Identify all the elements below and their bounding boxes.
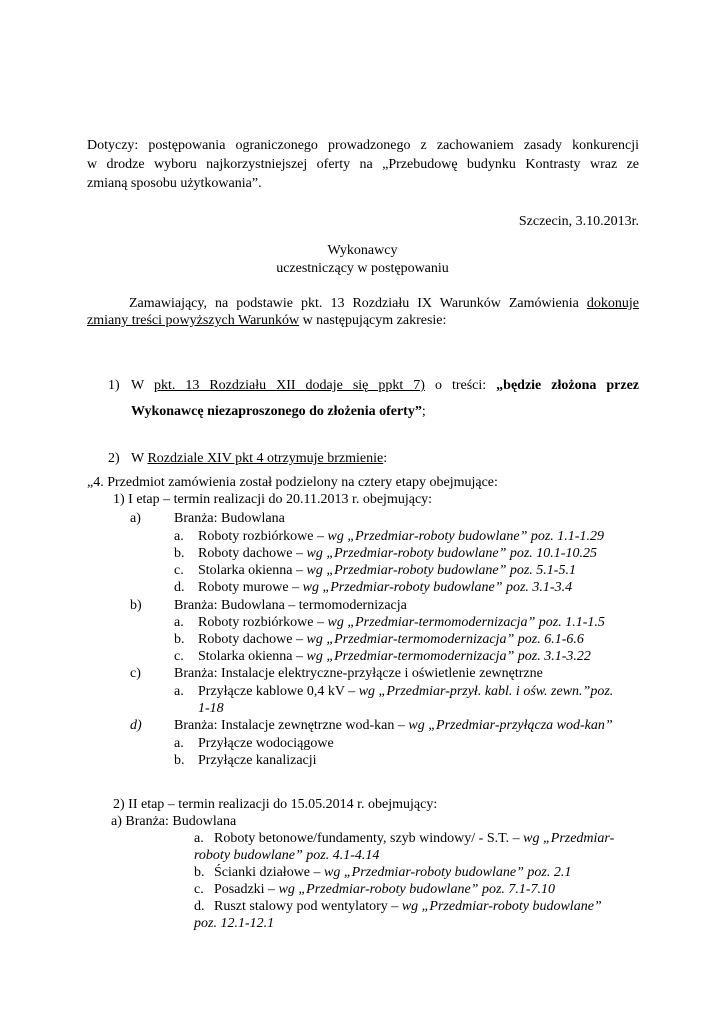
group-d-title (174, 717, 613, 734)
list-item-ref: wg „Przedmiar-przył. kabl. i ośw. zewn.”poz. (358, 684, 614, 699)
list-item-text: Posadzki – (214, 882, 279, 897)
list-item-text: Roboty dachowe – (198, 632, 307, 647)
stage2-group-title: a) Branża: Budowlana (111, 814, 237, 829)
list-item (214, 898, 602, 915)
list-item-marker: b. (174, 546, 185, 561)
change1-line-1 (131, 377, 639, 394)
group-a-title: Branża: Budowlana (174, 511, 285, 526)
change2-w: W (131, 451, 148, 466)
list-item-text: Stolarka okienna – (198, 563, 307, 578)
intro-underlined-2: zmiany treści powyższych Warunków (87, 313, 300, 328)
list-item-ref: wg „Przedmiar-termomodernizacja” poz. 3.1-3.22 (306, 649, 591, 664)
list-item-ref: wg „Przedmiar-roboty budowlane” poz. 3.1-3.4 (302, 580, 573, 595)
change2-end: : (383, 451, 388, 466)
list-item-text: Roboty betonowe/fundamenty, szyb windowy/ - S.T. – (214, 831, 524, 846)
intro-line-1 (129, 295, 639, 312)
list-item: Przyłącze kanalizacji (198, 753, 317, 768)
list-item-marker: d. (194, 899, 205, 914)
list-item (214, 881, 555, 898)
group-c-marker: c) (130, 666, 141, 681)
group-d-marker: d) (130, 718, 142, 733)
intro-underlined-1: dokonuje (586, 296, 639, 311)
section-4-heading: „4. Przedmiot zamówienia został podzielony na cztery etapy obejmujące: (87, 475, 498, 490)
change2-line (131, 450, 387, 467)
place-date: Szczecin, 3.10.2013r. (518, 214, 639, 229)
group-a-marker: a) (130, 511, 141, 526)
header-line-1: Dotyczy: postępowania ograniczonego prowadzonego z zachowaniem zasady konkurencji (87, 138, 639, 153)
list-item-marker: a. (174, 736, 184, 751)
list-item-ref: wg „Przedmiar-roboty budowlane” poz. 1.1-1.29 (327, 529, 604, 544)
group-d-title-text: Branża: Instalacje zewnętrzne wod-kan – (174, 718, 409, 733)
list-item-marker: a. (174, 615, 184, 630)
intro-text: Zamawiający, na podstawie pkt. 13 Rozdziału IX Warunków Zamówienia (129, 296, 587, 311)
recipient-line-1: Wykonawcy (327, 243, 398, 258)
list-item-text: Ruszt stalowy pod wentylatory – (214, 899, 402, 914)
list-item-ref: wg „Przedmiar-termomodernizacja” poz. 6.1-6.6 (306, 632, 584, 647)
list-item-text: Roboty rozbiórkowe – (198, 529, 328, 544)
list-item-ref: wg „Przedmiar-roboty budowlane” poz. 2.1 (324, 865, 572, 880)
list-item-text: Stolarka okienna – (198, 649, 307, 664)
list-item-ref: wg „Przedmiar-roboty budowlane” poz. 10.1-10.25 (306, 546, 597, 561)
list-item-text: Roboty dachowe – (198, 546, 307, 561)
list-item-ref-cont: roboty budowlane” poz. 4.1-4.14 (194, 848, 380, 863)
list-item (198, 562, 576, 579)
stage1-title: 1) I etap – termin realizacji do 20.11.2013 r. obejmujący: (113, 492, 433, 507)
list-item-marker: c. (194, 882, 204, 897)
list-item-text: Przyłącze kablowe 0,4 kV – (198, 684, 359, 699)
header-line-2: w drodze wyboru najkorzystniejszej oferty na „Przebudowę budynku Kontrasty wraz ze (87, 157, 639, 172)
list-item (198, 579, 572, 596)
list-item-marker: d. (174, 580, 185, 595)
change1-end: ; (421, 404, 426, 419)
list-item: Przyłącze wodociągowe (198, 736, 334, 751)
list-item-ref: wg „Przedmiar-roboty budowlane” (401, 899, 602, 914)
list-item-marker: a. (194, 831, 204, 846)
list-item-ref: wg „Przedmiar-termomodernizacja” poz. 1.1-1.5 (327, 615, 605, 630)
list-item-ref: wg „Przedmiar-roboty budowlane” poz. 5.1-5.1 (306, 563, 576, 578)
list-item (198, 683, 613, 700)
list-item-marker: b. (194, 865, 205, 880)
header-line-3: zmianą sposobu użytkowania”. (87, 176, 262, 191)
change1-line-2 (131, 403, 426, 420)
list-item-text: Ścianki działowe – (214, 865, 325, 880)
change1-bold-2: Wykonawcę niezaproszonego do złożenia oferty” (131, 404, 422, 419)
list-item-text: Roboty rozbiórkowe – (198, 615, 328, 630)
change2-ref: Rozdziale XIV pkt 4 otrzymuje brzmienie (147, 451, 384, 466)
list-item (214, 864, 571, 881)
change1-mid: o treści: (424, 378, 497, 393)
list-item (198, 614, 605, 631)
list-item (198, 528, 604, 545)
change1-ref: pkt. 13 Rozdziału XII dodaje się ppkt 7) (153, 378, 425, 393)
list-item-marker: c. (174, 563, 184, 578)
list-item-marker: b. (174, 632, 185, 647)
change1-w: W (131, 378, 154, 393)
list-item-text: Roboty murowe – (198, 580, 303, 595)
list-item-ref-cont: 1-18 (198, 701, 224, 716)
list-item (198, 631, 584, 648)
list-item-ref-cont: poz. 12.1-12.1 (194, 916, 275, 931)
list-item-marker: c. (174, 649, 184, 664)
list-item-ref: wg „Przedmiar- (523, 831, 615, 846)
list-item-marker: b. (174, 753, 185, 768)
stage2-title: 2) II etap – termin realizacji do 15.05.2014 r. obejmujący: (113, 797, 438, 812)
list-item-ref: wg „Przedmiar-roboty budowlane” poz. 7.1-7.10 (278, 882, 556, 897)
group-b-title: Branża: Budowlana – termomodernizacja (174, 598, 407, 613)
intro-text-end: w następującym zakresie: (299, 313, 447, 328)
list-item-marker: a. (174, 684, 184, 699)
group-d-title-ref: wg „Przedmiar-przyłącza wod-kan” (408, 718, 613, 733)
change1-bold-1: „będzie złożona przez (496, 378, 639, 393)
list-item (198, 545, 597, 562)
list-item-marker: a. (174, 529, 184, 544)
change1-num: 1) (108, 378, 120, 393)
group-b-marker: b) (130, 598, 142, 613)
intro-line-2 (87, 312, 446, 329)
list-item (198, 648, 591, 665)
group-c-title: Branża: Instalacje elektryczne-przyłącze i oświetlenie zewnętrzne (174, 666, 543, 681)
list-item (214, 830, 614, 847)
change2-num: 2) (108, 451, 120, 466)
recipient-line-2: uczestniczący w postępowaniu (276, 261, 449, 276)
